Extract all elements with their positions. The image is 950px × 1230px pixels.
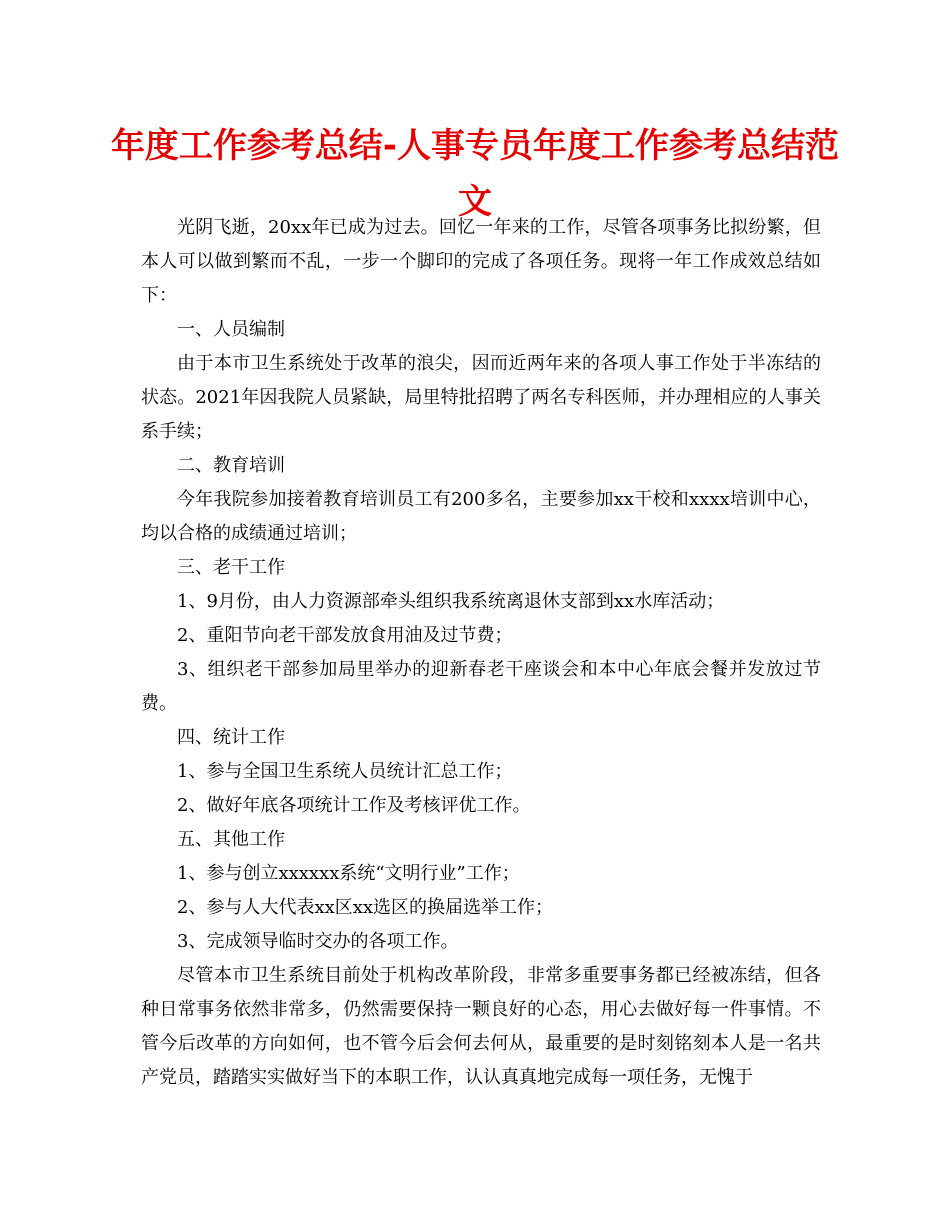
list-item-retired-1: 1、9月份，由人力资源部牵头组织我系统离退休支部到xx水库活动； <box>177 591 725 612</box>
list-item-retired-2: 2、重阳节向老干部发放食用油及过节费； <box>177 625 513 646</box>
document-body <box>141 211 821 1095</box>
document-title: 年度工作参考总结-人事专员年度工作参考总结范文 <box>110 126 840 222</box>
paragraph-conclusion: 尽管本市卫生系统目前处于机构改革阶段，非常多重要事务都已经被冻结，但各种日常事务依然非常多，仍然需要保持一颗良好的心态，用心去做好每一件事情。不管今后改革的方向如何，也不管今后会何去何从，最重要的是时刻铭刻本人是一名共产党员，踏踏实实做好当下的本职工作，认认真真地完成每一项任务，无愧于 <box>141 965 821 1088</box>
section-heading-statistics: 四、统计工作 <box>177 727 285 748</box>
section-heading-staffing: 一、人员编制 <box>177 319 285 340</box>
paragraph-training: 今年我院参加接着教育培训员工有200多名，主要参加xx干校和xxxx培训中心，均以合格的成绩通过培训； <box>141 489 821 544</box>
list-item-statistics-1: 1、参与全国卫生系统人员统计汇总工作； <box>177 761 513 782</box>
list-item-other-2: 2、参与人大代表xx区xx选区的换届选举工作； <box>177 897 554 918</box>
paragraph-staffing: 由于本市卫生系统处于改革的浪尖，因而近两年来的各项人事工作处于半冻结的状态。2021年因我院人员紧缺，局里特批招聘了两名专科医师，并办理相应的人事关系手续； <box>141 353 821 442</box>
list-item-other-3: 3、完成领导临时交办的各项工作。 <box>177 931 459 952</box>
section-heading-retired-cadres: 三、老干工作 <box>177 557 285 578</box>
section-heading-other: 五、其他工作 <box>177 829 285 850</box>
list-item-statistics-2: 2、做好年底各项统计工作及考核评优工作。 <box>177 795 531 816</box>
list-item-retired-3: 3、组织老干部参加局里举办的迎新春老干座谈会和本中心年底会餐并发放过节费。 <box>141 659 821 714</box>
list-item-other-1: 1、参与创立xxxxxx系统“文明行业”工作； <box>177 863 520 884</box>
section-heading-training: 二、教育培训 <box>177 455 285 476</box>
paragraph-intro: 光阴飞逝，20xx年已成为过去。回忆一年来的工作，尽管各项事务比拟纷繁，但本人可以做到繁而不乱，一步一个脚印的完成了各项任务。现将一年工作成效总结如下： <box>141 217 821 306</box>
